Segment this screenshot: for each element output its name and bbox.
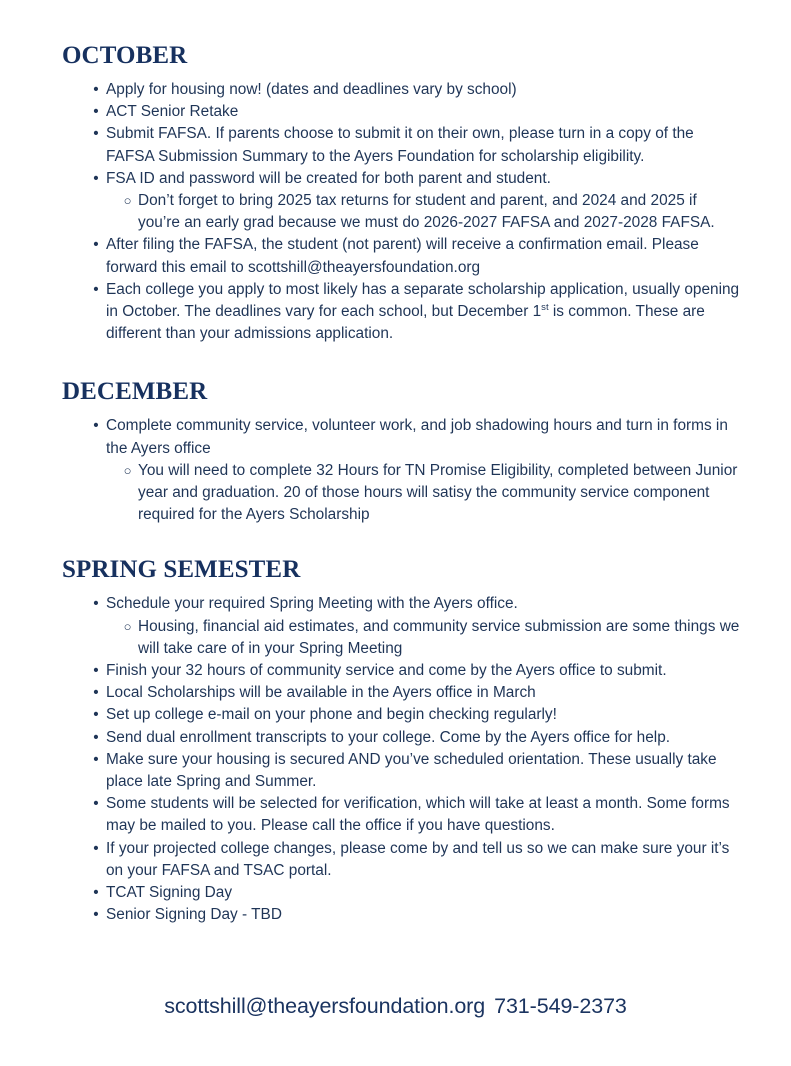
list-item xyxy=(93,101,745,123)
list-item-text: After filing the FAFSA, the student (not parent) will receive a confirmation email. Please forward this email to scottshill@theayersfoundation.org xyxy=(106,236,699,276)
list-item xyxy=(93,593,745,660)
bullet-disc-icon: • xyxy=(93,236,99,254)
list-item-text-part-1: Each college you apply to most likely has a separate scholarship application, usually opening in October. The deadlines vary for each school, but December 1 xyxy=(106,280,740,321)
section-december xyxy=(0,378,791,526)
list-item xyxy=(93,882,745,904)
list-item xyxy=(93,704,745,726)
bullet-disc-icon: • xyxy=(93,595,99,613)
list-item-text: Schedule your required Spring Meeting with the Ayers office. xyxy=(106,595,518,613)
bullet-disc-icon: • xyxy=(93,728,99,746)
list-item-text-part-2: is common. These are different than your admissions application. xyxy=(106,303,705,343)
list-item-text: Set up college e-mail on your phone and begin checking regularly! xyxy=(106,706,557,724)
list-item-text: Some students will be selected for verification, which will take at least a month. Some forms may be mailed to you. Please call the office if you have questions. xyxy=(106,795,730,835)
bullet-disc-icon: • xyxy=(93,750,99,768)
bullet-disc-icon: • xyxy=(93,662,99,680)
bullet-disc-icon: • xyxy=(93,169,99,187)
bullet-circle-icon: ○ xyxy=(123,618,132,634)
footer-contact xyxy=(0,994,791,1019)
list-item-text: Make sure your housing is secured AND you’ve scheduled orientation. These usually take place late Spring and Summer. xyxy=(106,750,717,791)
bullet-disc-icon: • xyxy=(93,839,99,857)
bullet-circle-icon: ○ xyxy=(123,193,132,209)
bullet-disc-icon: • xyxy=(93,795,99,813)
bullet-disc-icon: • xyxy=(93,706,99,724)
list-item xyxy=(93,793,745,837)
sub-list-item xyxy=(123,616,741,660)
document-page xyxy=(0,42,791,1066)
list-item-text: TCAT Signing Day xyxy=(106,884,233,902)
bullet-list-october xyxy=(0,79,791,345)
list-item-text: Submit FAFSA. If parents choose to submit it on their own, please turn in a copy of the FAFSA Submission Summary to the Ayers Foundation for scholarship eligibility. xyxy=(106,125,694,165)
list-item-text: ACT Senior Retake xyxy=(106,103,239,121)
section-heading-october: OCTOBER xyxy=(62,42,188,69)
list-item xyxy=(93,660,745,682)
sub-list-item-text: Don’t forget to bring 2025 tax returns for student and parent, and 2024 and 2025 if you’re an early grad because we must do 2026-2027 FAFSA and 2027-2028 FAFSA. xyxy=(138,192,715,232)
sub-list-item xyxy=(123,190,741,234)
list-item xyxy=(93,749,745,793)
bullet-circle-icon: ○ xyxy=(123,462,132,478)
bullet-list-december xyxy=(0,415,791,526)
list-item xyxy=(93,838,745,882)
ordinal-suffix: st xyxy=(541,301,549,313)
list-item xyxy=(93,168,745,235)
list-item-text: Apply for housing now! (dates and deadlines vary by school) xyxy=(106,81,517,98)
list-item-text: Local Scholarships will be available in the Ayers office in March xyxy=(106,684,536,702)
bullet-disc-icon: • xyxy=(93,103,99,121)
sub-bullet-list xyxy=(106,616,745,660)
list-item xyxy=(93,904,745,926)
section-heading-december: DECEMBER xyxy=(62,378,208,406)
list-item xyxy=(93,79,745,101)
list-item xyxy=(93,123,745,167)
section-spring-semester xyxy=(0,556,791,926)
section-october xyxy=(0,42,791,345)
list-item-text: If your projected college changes, please come by and tell us so we can make sure your it’s on your FAFSA and TSAC portal. xyxy=(106,839,730,879)
list-item-text: FSA ID and password will be created for both parent and student. xyxy=(106,169,551,187)
list-item xyxy=(93,234,745,278)
sub-bullet-list xyxy=(106,190,745,234)
bullet-disc-icon: • xyxy=(93,884,99,902)
bullet-disc-icon: • xyxy=(93,125,99,143)
list-item-text: Send dual enrollment transcripts to your college. Come by the Ayers office for help. xyxy=(106,728,671,746)
list-item-text: Finish your 32 hours of community service and come by the Ayers office to submit. xyxy=(106,662,667,680)
list-item xyxy=(93,279,745,346)
contact-email[interactable]: scottshill@theayersfoundation.org xyxy=(164,994,486,1018)
list-item xyxy=(93,727,745,749)
sub-bullet-list xyxy=(106,460,745,527)
bullet-disc-icon: • xyxy=(93,280,99,298)
bullet-disc-icon: • xyxy=(93,684,99,702)
list-item xyxy=(93,415,745,526)
contact-phone[interactable]: 731-549-2373 xyxy=(494,994,627,1018)
bullet-disc-icon: • xyxy=(93,417,99,435)
bullet-list-spring-semester xyxy=(0,593,791,926)
bullet-disc-icon: • xyxy=(93,906,99,924)
list-item-text: Complete community service, volunteer work, and job shadowing hours and turn in forms in the Ayers office xyxy=(106,417,728,457)
sub-list-item xyxy=(123,460,741,527)
section-heading-spring-semester: SPRING SEMESTER xyxy=(62,556,301,584)
sub-list-item-text: Housing, financial aid estimates, and community service submission are some things we will take care of in your Spring Meeting xyxy=(138,617,740,657)
sub-list-item-text: You will need to complete 32 Hours for TN Promise Eligibility, completed between Junior year and graduation. 20 of those hours will satisy the community service component required for the Ayers Scholarship xyxy=(138,461,738,524)
list-item-text: Senior Signing Day - TBD xyxy=(106,906,282,924)
list-item xyxy=(93,682,745,704)
bullet-disc-icon: • xyxy=(93,81,99,98)
list-item-text xyxy=(106,279,745,346)
